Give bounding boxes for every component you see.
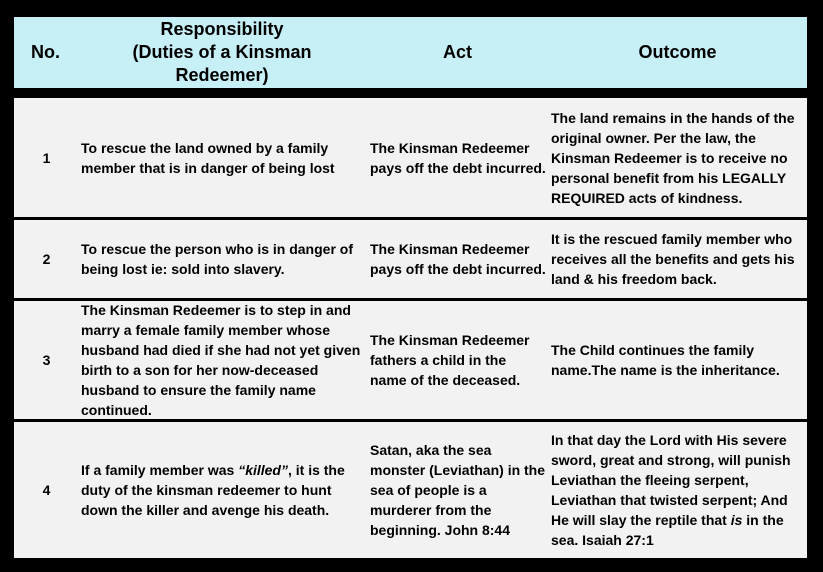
act-cell: The Kinsman Redeemer fathers a child in the name of the deceased. <box>370 332 530 388</box>
header-act: Act <box>442 42 472 62</box>
is-emphasis: is <box>730 512 743 528</box>
row-number: 4 <box>42 482 51 498</box>
responsibility-cell: The Kinsman Redeemer is to step in and marry a female family member whose husband had died if she had not yet given birth to a son for her now-deceased husband to ensure the family name continued. <box>81 302 361 418</box>
table-row <box>14 301 807 419</box>
act-cell: The Kinsman Redeemer pays off the debt incurred. <box>370 241 546 277</box>
responsibility-text <box>81 460 361 520</box>
row-number: 3 <box>42 352 51 368</box>
responsibility-text-start: If a family member was <box>81 462 239 478</box>
outcome-cell: It is the rescued family member who receives all the benefits and gets his land & his freedom back. <box>551 231 795 287</box>
outcome-text <box>551 430 807 550</box>
header-responsibility: Responsibility (Duties of a Kinsman Redeemer) <box>132 19 312 85</box>
table-row <box>14 98 807 217</box>
table-header <box>14 17 807 88</box>
responsibility-cell: To rescue the person who is in danger of being lost ie: sold into slavery. <box>81 241 354 277</box>
responsibility-cell <box>77 422 367 558</box>
header-no: No. <box>31 42 60 62</box>
act-cell: The Kinsman Redeemer pays off the debt incurred. <box>370 139 546 176</box>
row-number: 1 <box>42 149 51 166</box>
outcome-cell: The land remains in the hands of the original owner. Per the law, the Kinsman Redeemer is to receive no personal benefit from his LEGALLY REQUIRED acts of kindness. <box>551 109 795 206</box>
responsibility-cell: To rescue the land owned by a family member that is in danger of being lost <box>81 139 335 176</box>
row-number: 2 <box>42 251 51 267</box>
outcome-text-end: in the sea. Isaiah 27:1 <box>551 512 784 548</box>
killed-emphasis: “killed” <box>238 462 288 478</box>
responsibility-text-end: , it is the duty of the kinsman redeemer to hunt down the killer and avenge his death. <box>81 462 345 518</box>
act-cell: Satan, aka the sea monster (Leviathan) in the sea of people is a murderer from the beginning. John 8:44 <box>370 442 546 538</box>
outcome-cell <box>548 422 807 558</box>
table-row <box>14 422 807 558</box>
outcome-cell: The Child continues the family name.The name is the inheritance. <box>551 342 780 378</box>
header-outcome: Outcome <box>638 42 717 62</box>
outcome-text-start: In that day the Lord with His severe sword, great and strong, will punish Leviathan the fleeing serpent, Leviathan that twisted serpent; And He will slay the reptile that <box>551 432 791 528</box>
kinsman-redeemer-table <box>14 17 807 558</box>
table-row <box>14 220 807 298</box>
